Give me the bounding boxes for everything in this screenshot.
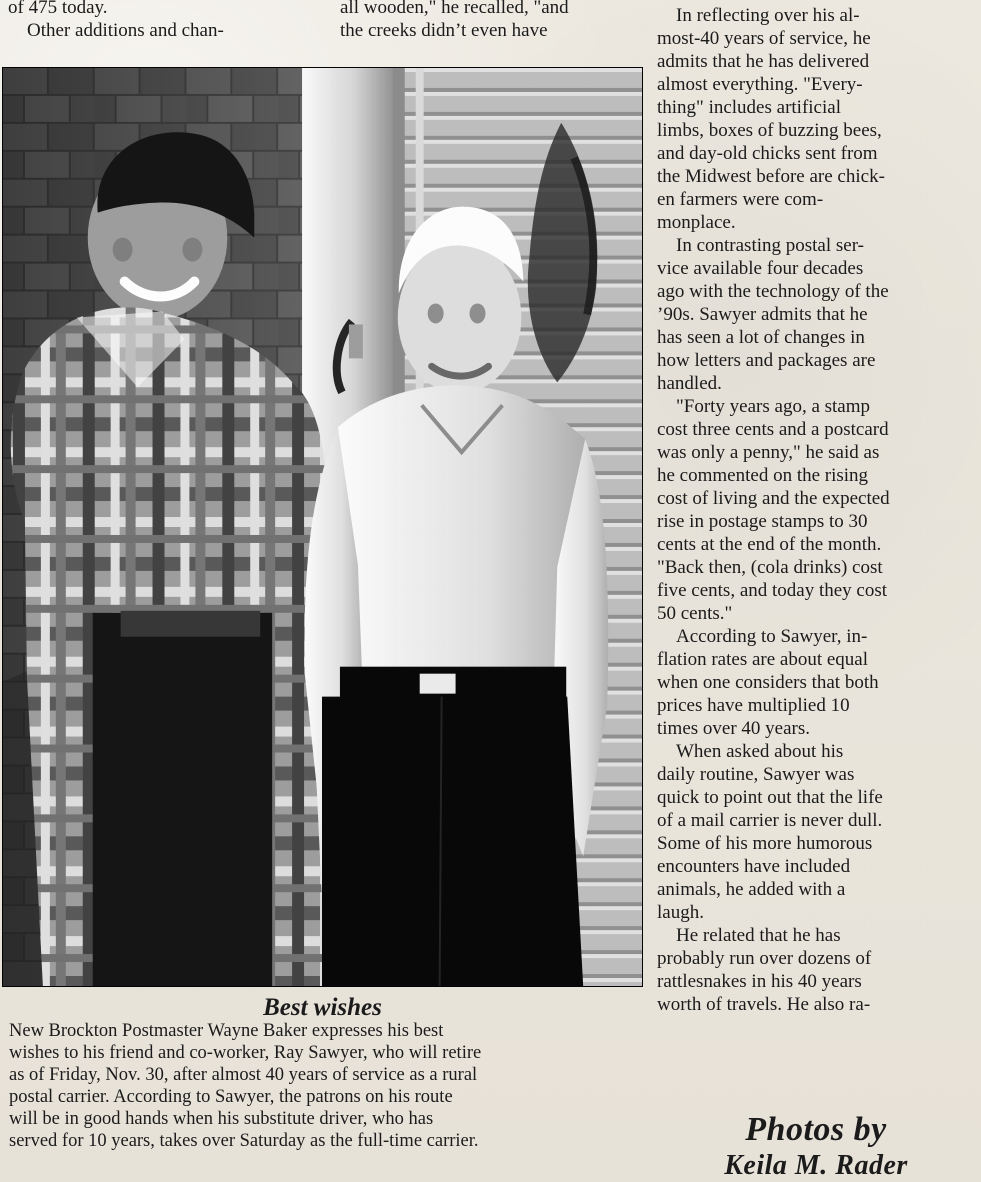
photo-credit-line-1: Photos by [745, 1111, 887, 1148]
newspaper-photo [2, 67, 643, 987]
left-column-snippet: of 475 today. Other additions and chan- [8, 0, 224, 41]
photograph-icon [3, 68, 642, 986]
photo-caption-title: Best wishes [263, 994, 382, 1021]
right-article-column: In reflecting over his al- most-40 years of service, he admits that he has delivered almost everything. "Every- thing" includes artificial limbs, boxes of buzzing bees, and day-old chicks sent from the Midwest before are chick- en farmers were com- monplace. In contrasting postal ser- vice available four decades ago with the technology of the ’90s. Sawyer admits that he has seen a lot of changes in how letters and packages are handled. "Forty years ago, a stamp cost three cents and a postcard was only a penny," he said as he commented on the rising cost of living and the expected rise in postage stamps to 30 cents at the end of the month. "Back then, (cola drinks) cost five cents, and today they cost 50 cents." According to Sawyer, in- flation rates are about equal when one considers that both prices have multiplied 10 times over 40 years. When asked about his daily routine, Sawyer was quick to point out that the life of a mail carrier is never dull. Some of his more humorous encounters have included animals, he added with a laugh. He related that he has probably run over dozens of rattlesnakes in his 40 years worth of travels. He also ra- [657, 5, 890, 1015]
middle-column-snippet: all wooden," he recalled, "and the creeks didn’t even have [340, 0, 569, 41]
photo-credit-line-2: Keila M. Rader [724, 1150, 908, 1181]
photo-caption-body: New Brockton Postmaster Wayne Baker expresses his best wishes to his friend and co-worker, Ray Sawyer, who will retire as of Friday, Nov. 30, after almost 40 years of service as a rural postal carrier. According to Sawyer, the patrons on his route will be in good hands when his substitute driver, who has served for 10 years, takes over Saturday as the full-time carrier. [9, 1021, 482, 1151]
